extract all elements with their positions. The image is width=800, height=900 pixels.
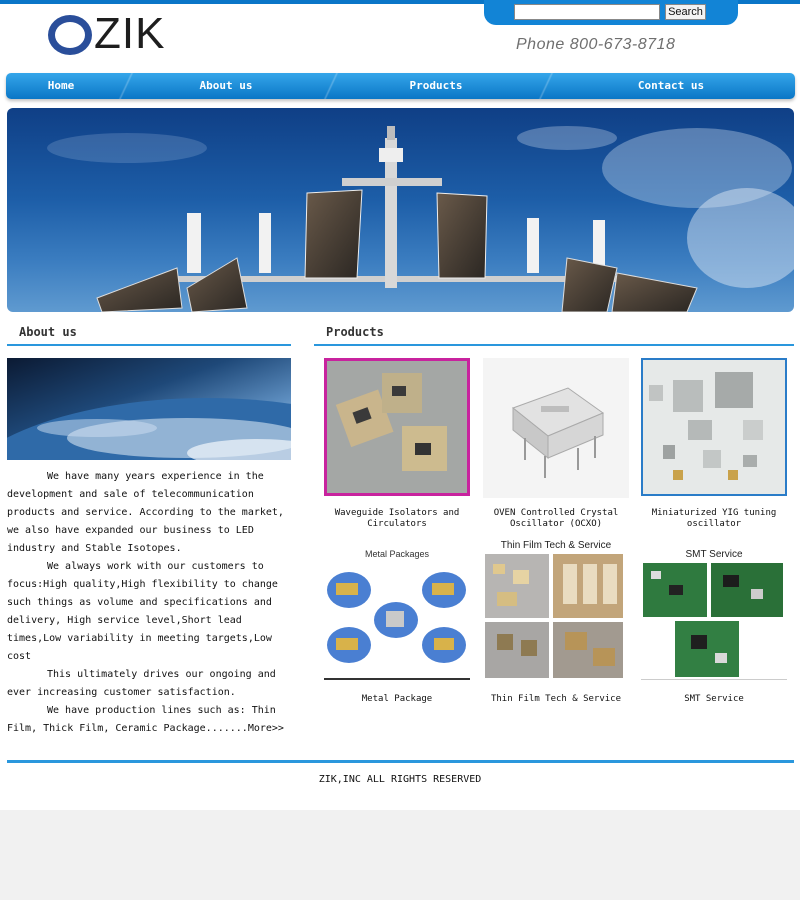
nav-products[interactable]: Products — [409, 79, 463, 92]
nav-divider — [296, 73, 366, 99]
product-image[interactable] — [641, 358, 787, 496]
zik-logo[interactable] — [48, 9, 178, 58]
product-caption[interactable]: Waveguide Isolators and Circulators — [334, 508, 460, 529]
search-button[interactable]: Search — [665, 4, 706, 20]
nav-contact-us[interactable]: Contact us — [637, 79, 705, 92]
about-us-text — [7, 468, 293, 738]
product-image[interactable] — [483, 358, 629, 498]
main-nav — [6, 73, 795, 99]
product-image[interactable] — [641, 545, 787, 680]
product-image-label: Metal Packages — [364, 549, 430, 559]
earth-image — [7, 358, 291, 460]
nav-home[interactable]: Home — [47, 79, 75, 92]
hero-banner-image — [7, 108, 794, 312]
product-image[interactable] — [324, 358, 470, 496]
about-paragraph: We always work with our customers to focus:High quality,High flexibility to change such things as volume and specifications and delivery, High service level,Short lead times,Low variability in meeting targets,Low cost — [7, 561, 278, 662]
footer-divider — [7, 760, 794, 763]
logo-text: ZIK — [94, 9, 166, 58]
footer-copyright: ZIK,INC ALL RIGHTS RESERVED — [318, 774, 482, 785]
product-caption[interactable]: OVEN Controlled Crystal Oscillator (OCXO) — [493, 508, 619, 529]
about-us-heading — [7, 322, 291, 346]
about-paragraph: We have many years experience in the development and sale of telecommunication products and service. According to the market, we also have expanded our business to LED industry and Stable Isotopes. — [7, 471, 284, 554]
about-paragraph-text: We have production lines such as: Thin Film, Thick Film, Ceramic Package....... — [7, 705, 276, 734]
about-us-title: About us — [19, 325, 77, 339]
phone-number: Phone 800-673-8718 — [516, 36, 676, 53]
product-caption[interactable]: Miniaturized YIG tuning oscillator — [651, 508, 777, 529]
more-link[interactable]: More>> — [247, 723, 284, 734]
product-image[interactable] — [324, 545, 470, 680]
logo-mark-icon — [48, 15, 92, 55]
products-title: Products — [326, 325, 384, 339]
product-caption[interactable]: Thin Film Tech & Service — [490, 694, 622, 704]
nav-about-us[interactable]: About us — [199, 79, 253, 92]
product-caption[interactable]: SMT Service — [684, 694, 744, 704]
product-caption[interactable]: Metal Package — [361, 694, 433, 704]
about-paragraph — [7, 702, 293, 738]
product-image[interactable] — [483, 540, 629, 680]
product-image-label: SMT Service — [685, 549, 743, 560]
nav-divider — [91, 73, 161, 99]
product-image-label: Thin Film Tech & Service — [500, 540, 612, 551]
about-paragraph: This ultimately drives our ongoing and ever increasing customer satisfaction. — [7, 669, 276, 698]
products-heading — [314, 322, 794, 346]
search-input[interactable] — [514, 4, 660, 20]
nav-divider — [511, 73, 581, 99]
